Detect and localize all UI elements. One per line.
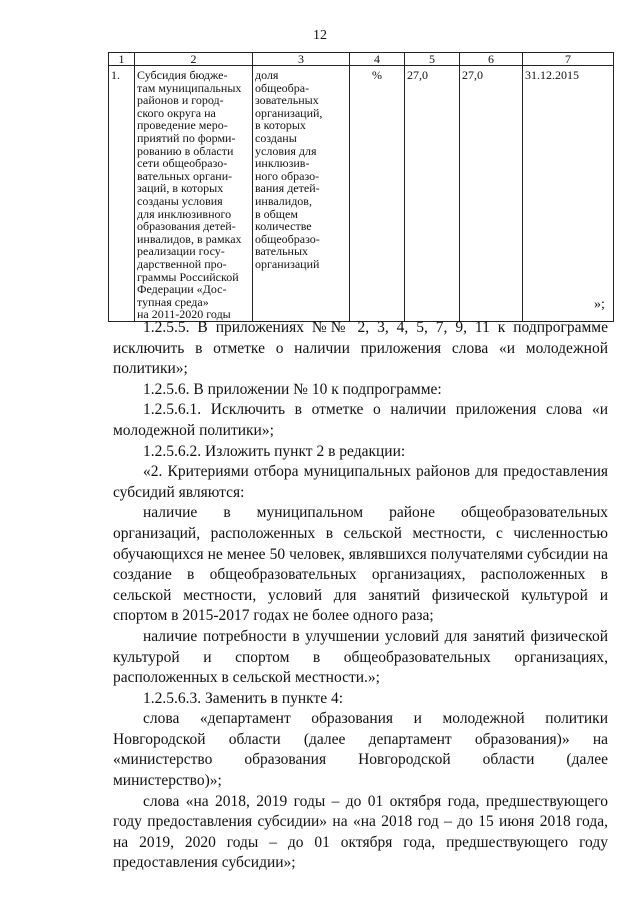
page-number: 12 (313, 28, 327, 43)
paragraph: 1.2.5.6.1. Исключить в отметке о наличии приложения слова «и молодежной политики»; (113, 401, 608, 439)
table-header-cell: 2 (135, 53, 253, 66)
paragraph: 1.2.5.5. В приложениях №№ 2, 3, 4, 5, 7, 9, 11 к подпрограмме исключить в отметке о наличии приложения слова «и молодежной политики»; (113, 319, 608, 378)
indicator-cell: доля общеобра- зовательных организаций, в которых созданы условия для инклюзив- ного образо- вания детей- инвалидов, в общем количестве общеобразо- вательных организаций (253, 66, 350, 322)
indicator-table (108, 52, 614, 322)
paragraph: 1.2.5.6.3. Заменить в пункте 4: (143, 689, 344, 707)
table-header-cell: 4 (350, 53, 405, 66)
table-header-row (109, 53, 614, 66)
table-header-cell: 5 (405, 53, 460, 66)
table-header-cell: 6 (460, 53, 523, 66)
table-header-cell: 7 (523, 53, 614, 66)
value-cell: 27,0 (460, 66, 523, 322)
date-cell: 31.12.2015 (523, 66, 614, 322)
paragraph: 1.2.5.6. В приложении № 10 к подпрограмме: (143, 380, 442, 398)
paragraph: слова «департамент образования и молодежной политики Новгородской области (далее департамент образования)» на «министерство образования Новгородской области (далее министерство)»; (113, 710, 608, 790)
paragraph: наличие потребности в улучшении условий для занятий физической культурой и спортом в общеобразовательных организациях, расположенных в сельской местности.»; (113, 627, 608, 687)
table-header-cell: 1 (109, 53, 135, 66)
table-header-cell: 3 (253, 53, 350, 66)
document-body (113, 318, 608, 874)
table-closing-quote: »; (594, 297, 605, 312)
unit-cell: % (350, 66, 405, 322)
table-row (109, 66, 614, 322)
paragraph: слова «на 2018, 2019 годы – до 01 октября года, предшествующего году предоставления субсидии» на «на 2018 год – до 15 июня 2018 года, на 2019, 2020 годы – до 01 октября года, предшествующего году предоставления субсидии»; (113, 792, 608, 872)
value-cell: 27,0 (405, 66, 460, 322)
row-number-cell: 1. (109, 66, 135, 322)
paragraph: 1.2.5.6.2. Изложить пункт 2 в редакции: (143, 442, 406, 460)
paragraph: наличие в муниципальном районе общеобразовательных организаций, расположенных в сельской местности, с численностью обучающихся не менее 50 человек, являвшихся получателями субсидии на создание в общеобразовательных организациях, расположенных в сельской местности, условий для занятий физической культурой и спортом в 2015-2017 годах не более одного раза; (113, 504, 608, 625)
paragraph: «2. Критериями отбора муниципальных районов для предоставления субсидий являются: (113, 463, 608, 501)
subsidy-name-cell: Субсидия бюдже- там муниципальных районов и город- ского округа на проведение меро- приятий по форми- рованию в области сети общеобразо- вательных органи- заций, в которых созданы условия для инклюзивного образования детей- инвалидов, в рамках реализации госу- дарственной про- граммы Российской Федерации «Дос- тупная среда» на 2011-2020 годы (135, 66, 253, 322)
